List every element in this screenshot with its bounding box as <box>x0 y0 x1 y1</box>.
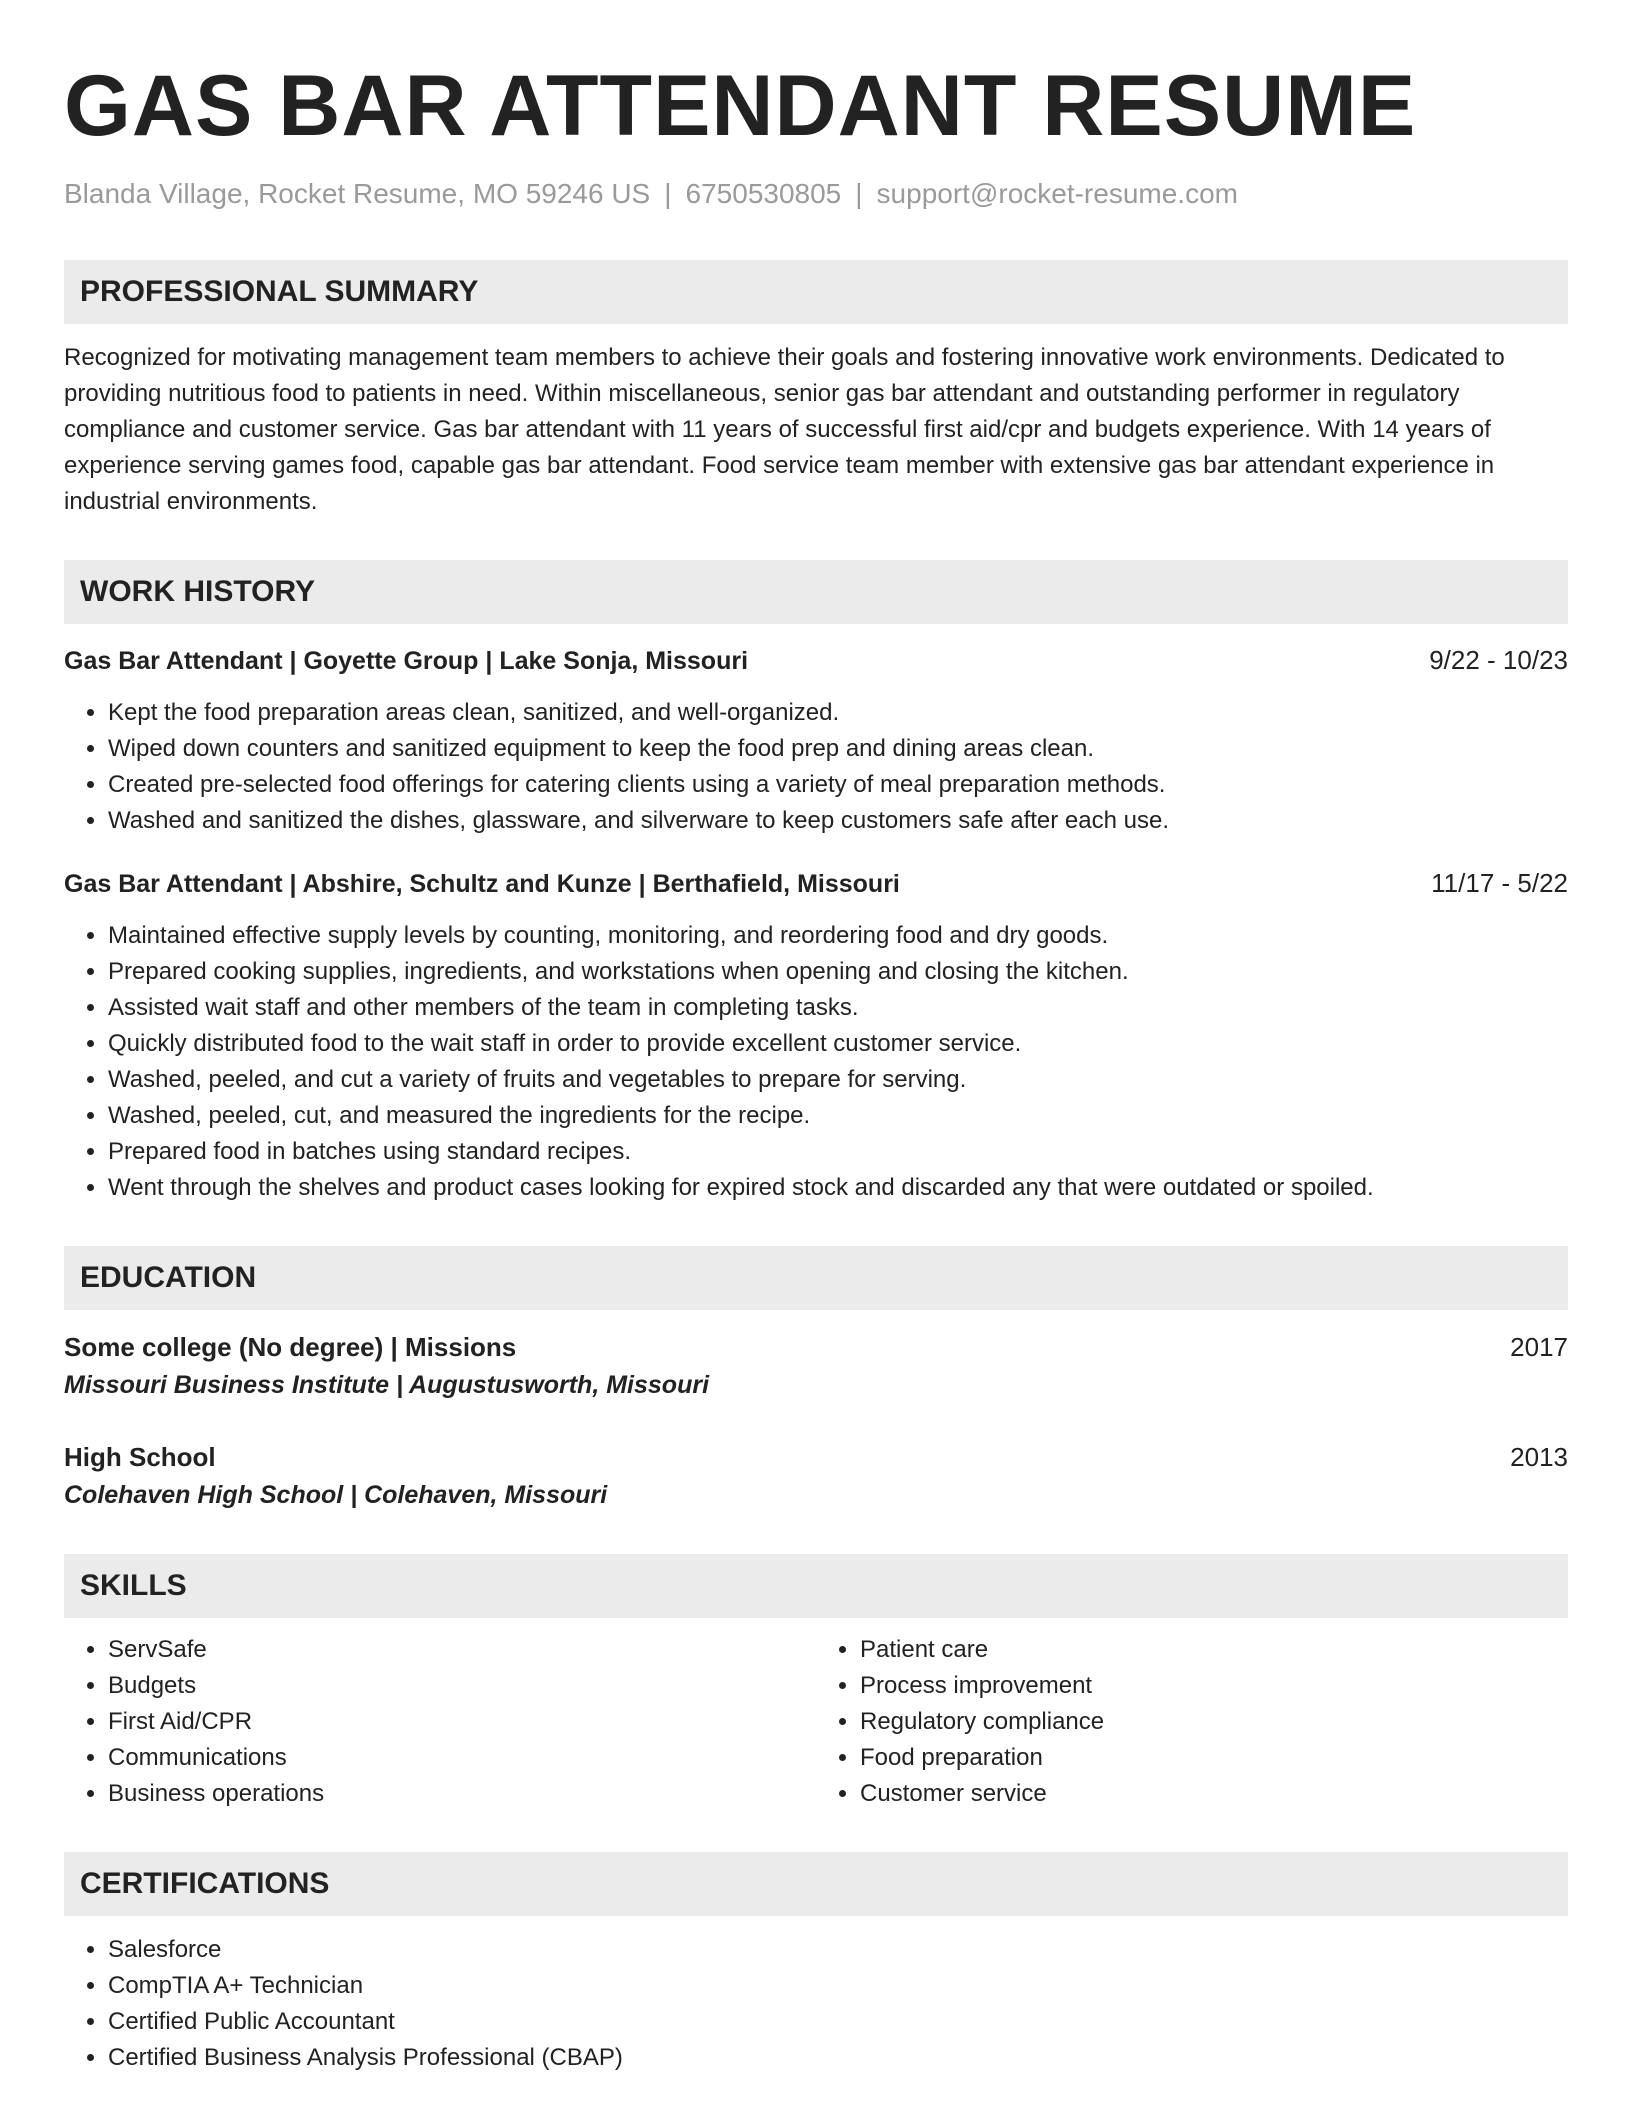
skills-column-left <box>64 1632 816 1812</box>
duty-item: • Prepared food in batches using standard recipes. <box>108 1134 1568 1170</box>
job-header <box>64 865 1568 902</box>
education-year: 2013 <box>1510 1442 1568 1472</box>
duty-item: • Went through the shelves and product cases looking for expired stock and discarded any that were outdated or spoiled. <box>108 1170 1568 1206</box>
duty-item: • Prepared cooking supplies, ingredients, and workstations when opening and closing the kitchen. <box>108 954 1568 990</box>
skill-item: • Food preparation <box>860 1740 1568 1776</box>
skills-list <box>64 1632 1568 1812</box>
skill-item: • Regulatory compliance <box>860 1704 1568 1740</box>
duty-item: • Washed and sanitized the dishes, glassware, and silverware to keep customers safe after each use. <box>108 803 1568 839</box>
summary-text: Recognized for motivating management team members to achieve their goals and fostering innovative work environments. Dedicated to providing nutritious food to patients in need. Within miscellaneous, senior gas bar attendant and outstanding performer in regulatory compliance and customer service. Gas bar attendant with 11 years of successful first aid/cpr and budgets experience. With 14 years of experience serving games food, capable gas bar attendant. Food service team member with extensive gas bar attendant experience in industrial environments. <box>64 344 1505 515</box>
skill-item: • Process improvement <box>860 1668 1568 1704</box>
skill-item: • Business operations <box>108 1776 816 1812</box>
contact-address: Blanda Village, Rocket Resume, MO 59246 US <box>64 178 651 209</box>
duty-item: • Wiped down counters and sanitized equipment to keep the food prep and dining areas clean. <box>108 731 1568 767</box>
education-school: Missouri Business Institute | Augustusworth, Missouri <box>64 1371 710 1399</box>
job-dates: 11/17 - 5/22 <box>1431 868 1568 898</box>
certification-item: • CompTIA A+ Technician <box>108 1968 1568 2004</box>
job-duties <box>64 695 1568 839</box>
skills-column-right <box>816 1632 1568 1812</box>
resume-title: GAS BAR ATTENDANT RESUME <box>64 58 1417 154</box>
education-year: 2017 <box>1510 1332 1568 1362</box>
education-header <box>64 1438 1568 1476</box>
job-title: Gas Bar Attendant | Abshire, Schultz and Kunze | Berthafield, Missouri <box>64 870 900 898</box>
job-duties <box>64 918 1568 1206</box>
skill-item: • Communications <box>108 1740 816 1776</box>
duty-item: • Maintained effective supply levels by counting, monitoring, and reordering food and dry goods. <box>108 918 1568 954</box>
duty-item: • Washed, peeled, and cut a variety of fruits and vegetables to prepare for serving. <box>108 1062 1568 1098</box>
job-title: Gas Bar Attendant | Goyette Group | Lake Sonja, Missouri <box>64 647 749 675</box>
certification-item: • Certified Business Analysis Professional (CBAP) <box>108 2040 1568 2076</box>
section-header-skills: SKILLS <box>64 1554 1568 1618</box>
contact-line <box>64 176 1568 212</box>
education-entry <box>64 1438 1568 1514</box>
skill-item: • Patient care <box>860 1632 1568 1668</box>
contact-separator: | <box>664 178 672 209</box>
contact-separator: | <box>855 178 863 209</box>
education-school: Colehaven High School | Colehaven, Missouri <box>64 1481 608 1509</box>
section-header-work-history: WORK HISTORY <box>64 560 1568 624</box>
contact-phone: 6750530805 <box>685 178 842 209</box>
section-header-certifications: CERTIFICATIONS <box>64 1852 1568 1916</box>
contact-email: support@rocket-resume.com <box>876 178 1238 209</box>
education-degree: High School <box>64 1442 216 1472</box>
certification-item: • Salesforce <box>108 1932 1568 1968</box>
education-entry <box>64 1328 1568 1404</box>
job-dates: 9/22 - 10/23 <box>1429 645 1568 675</box>
duty-item: • Created pre-selected food offerings for catering clients using a variety of meal preparation methods. <box>108 767 1568 803</box>
certifications-list <box>64 1932 1568 2076</box>
section-header-summary: PROFESSIONAL SUMMARY <box>64 260 1568 324</box>
skill-item: • ServSafe <box>108 1632 816 1668</box>
job-entry <box>64 642 1568 839</box>
skill-item: • Budgets <box>108 1668 816 1704</box>
duty-item: • Assisted wait staff and other members of the team in completing tasks. <box>108 990 1568 1026</box>
certification-item: • Certified Public Accountant <box>108 2004 1568 2040</box>
education-header <box>64 1328 1568 1366</box>
section-header-education: EDUCATION <box>64 1246 1568 1310</box>
duty-item: • Washed, peeled, cut, and measured the ingredients for the recipe. <box>108 1098 1568 1134</box>
job-header <box>64 642 1568 679</box>
skill-item: • Customer service <box>860 1776 1568 1812</box>
skill-item: • First Aid/CPR <box>108 1704 816 1740</box>
duty-item: • Kept the food preparation areas clean, sanitized, and well-organized. <box>108 695 1568 731</box>
education-degree: Some college (No degree) | Missions <box>64 1332 517 1362</box>
duty-item: • Quickly distributed food to the wait staff in order to provide excellent customer service. <box>108 1026 1568 1062</box>
job-entry <box>64 865 1568 1206</box>
